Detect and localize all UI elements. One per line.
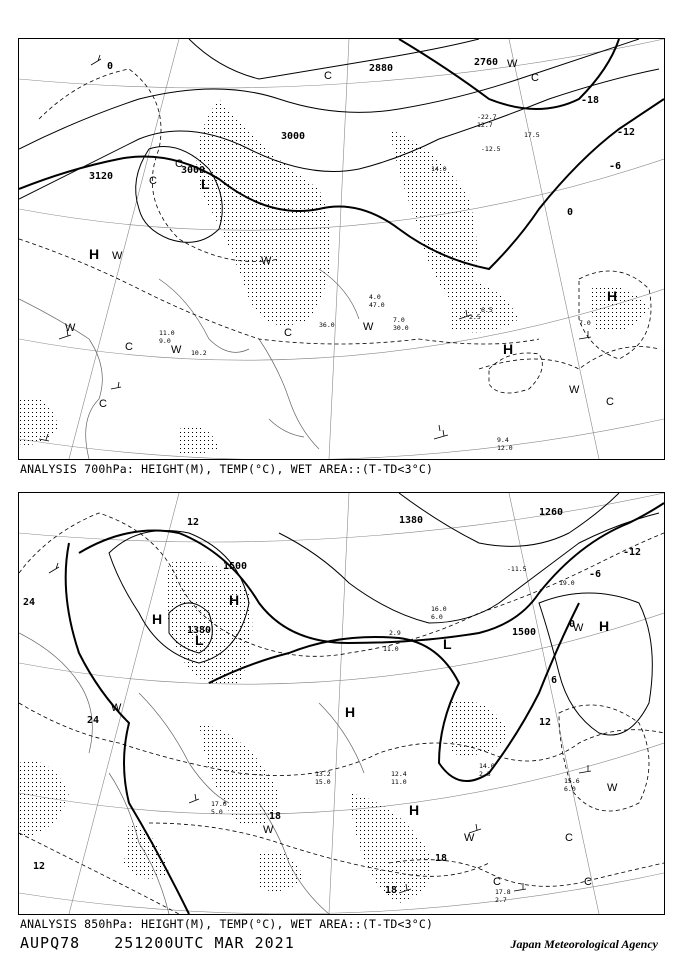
station-value: 30.0 [393, 324, 409, 332]
station-value: 17.5 [524, 131, 540, 139]
low-center-symbol: L [443, 636, 452, 652]
station-value: 15.0 [315, 778, 331, 786]
station-value: -12.5 [481, 145, 501, 153]
high-center-symbol: H [409, 802, 420, 818]
station-value: 6.0 [564, 785, 576, 793]
station-value: 12.0 [497, 444, 513, 452]
cold-letter: C [284, 327, 292, 339]
station-value: 11.0 [159, 329, 175, 337]
station-value: -22.7 [477, 113, 497, 121]
caption-850hpa: ANALYSIS 850hPa: HEIGHT(M), TEMP(°C), WET AREA::(T-TD<3°C) [20, 917, 434, 931]
station-value: 11.0 [391, 778, 407, 786]
cold-letter: C [565, 832, 573, 844]
station-value: 7.0 [579, 319, 591, 327]
contour-label: 1380 [399, 515, 424, 526]
isotherm-label: 24 [23, 597, 36, 608]
valid-timestamp: 251200UTC MAR 2021 [114, 934, 295, 952]
warm-letter: W [464, 832, 475, 844]
warm-letter: W [65, 322, 76, 334]
isotherm-label: 18 [385, 885, 398, 896]
warm-letter: W [111, 702, 122, 714]
station-value: 6.0 [431, 613, 443, 621]
station-value: 9.0 [159, 337, 171, 345]
station-value: 7.0 [393, 316, 405, 324]
footer-product-line [20, 934, 329, 952]
cold-letter: C [324, 70, 332, 82]
station-value: 10.2 [191, 349, 207, 357]
cold-letter: C [606, 396, 614, 408]
map-850hpa-svg [19, 493, 664, 914]
warm-letter: W [261, 255, 272, 267]
isotherm-label: 18 [435, 853, 448, 864]
station-value: 9.4 [497, 436, 509, 444]
contour-label: 2880 [369, 63, 394, 74]
station-value: 15.6 [564, 777, 580, 785]
cold-letter: C [149, 175, 157, 187]
station-value: 14.0 [479, 762, 495, 770]
cold-letter: C [584, 876, 592, 888]
high-center-symbol: H [503, 341, 514, 357]
height-contours [19, 39, 659, 242]
station-value: 5.0 [211, 808, 223, 816]
station-value: 14.0 [431, 165, 447, 173]
map-panel-700hpa [18, 38, 665, 460]
isotherm-label: 0 [569, 619, 576, 630]
station-value: 17.0 [211, 800, 227, 808]
isotherms [19, 69, 659, 393]
bold-contours [19, 39, 664, 269]
contour-label: 1500 [223, 561, 248, 572]
product-code: AUPQ78 [20, 934, 81, 952]
warm-letter: W [507, 58, 518, 70]
high-center-symbol: H [599, 618, 610, 634]
isotherm-label: -18 [581, 95, 600, 106]
station-value: 36.0 [319, 321, 335, 329]
warm-letter: W [263, 824, 274, 836]
station-value: 2.7 [495, 896, 507, 904]
map-700hpa-svg [19, 39, 664, 459]
isotherm-label: 12 [33, 861, 46, 872]
contour-label: 3000 [281, 131, 306, 142]
cold-letter: C [531, 72, 539, 84]
isotherm-label: -6 [589, 569, 602, 580]
warm-letter: W [569, 384, 580, 396]
agency-credit: Japan Meteorological Agency [510, 937, 658, 951]
coastlines [19, 633, 364, 914]
cold-letter: C [175, 158, 183, 170]
warm-letter: W [607, 782, 618, 794]
contour-label: 1260 [539, 507, 564, 518]
contour-label: 2760 [474, 57, 499, 68]
low-center-symbol: L [195, 632, 204, 648]
station-value: 6.5 [481, 306, 493, 314]
contour-label: 3000 [181, 165, 206, 176]
contour-labels [89, 57, 635, 218]
isotherm-label: 12 [539, 717, 552, 728]
station-value: 17.8 [495, 888, 511, 896]
isotherm-label: 6 [551, 675, 558, 686]
station-value: 12.4 [391, 770, 407, 778]
cold-letter: C [125, 341, 133, 353]
station-value: 4.0 [369, 293, 381, 301]
map-panel-850hpa [18, 492, 665, 915]
isotherm-label: 24 [87, 715, 100, 726]
low-center-symbol: L [201, 176, 210, 192]
contour-label: 3120 [89, 171, 114, 182]
station-value: 16.0 [431, 605, 447, 613]
station-value: 2.5 [469, 313, 481, 321]
contour-label: 1380 [187, 625, 212, 636]
cold-letter: C [493, 876, 501, 888]
station-value: 2.9 [389, 629, 401, 637]
latlon-grid [19, 39, 664, 459]
high-center-symbol: H [89, 246, 100, 262]
station-value: 19.0 [559, 579, 575, 587]
high-center-symbol: H [607, 288, 618, 304]
warm-letter: W [363, 321, 374, 333]
warm-letter: W [171, 344, 182, 356]
caption-700hpa: ANALYSIS 700hPa: HEIGHT(M), TEMP(°C), WET AREA::(T-TD<3°C) [20, 462, 434, 476]
isotherm-label: 0 [107, 61, 114, 72]
isotherm-label: -12 [623, 547, 642, 558]
high-center-symbol: H [152, 611, 163, 627]
station-value: 11.0 [383, 645, 399, 653]
warm-letter: W [573, 622, 584, 634]
station-value: -11.5 [507, 565, 527, 573]
isotherm-label: 0 [567, 207, 574, 218]
high-center-symbol: H [345, 704, 356, 720]
high-center-symbol: H [229, 592, 240, 608]
isotherm-label: -12 [617, 127, 636, 138]
station-value: 13.2 [315, 770, 331, 778]
isotherm-label: -6 [609, 161, 622, 172]
station-value: 47.0 [369, 301, 385, 309]
isotherm-label: 12 [187, 517, 200, 528]
warm-letter: W [112, 250, 123, 262]
cold-letter: C [99, 398, 107, 410]
station-value: 2.5 [479, 770, 491, 778]
isotherm-label: 18 [269, 811, 282, 822]
contour-label: 1500 [512, 627, 537, 638]
station-value: 12.7 [477, 121, 493, 129]
